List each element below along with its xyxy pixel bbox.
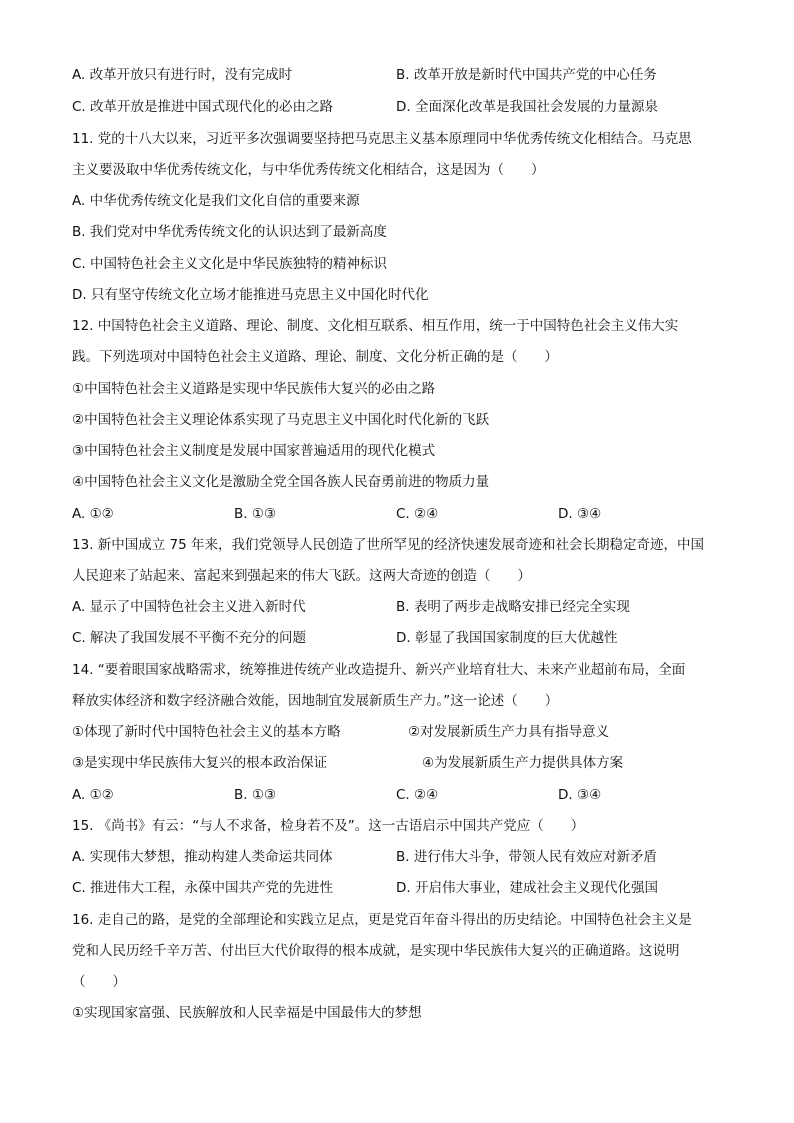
- q15-options-row-2: [72, 877, 732, 899]
- q11-stem-line-2: 主义要汲取中华优秀传统文化，与中华优秀传统文化相结合，这是因为（ ）: [72, 162, 545, 178]
- q14-stem-line-2: 释放实体经济和数字经济融合效能，因地制宜发展新质生产力。”这一论述（ ）: [72, 693, 559, 709]
- q11-option-d: D. 只有坚守传统文化立场才能推进马克思主义中国化时代化: [72, 287, 429, 303]
- q12-item-3: ③中国特色社会主义制度是发展中国家普遍适用的现代化模式: [72, 443, 436, 459]
- q14-items-row-2: [72, 752, 732, 774]
- q13-option-c: C. 解决了我国发展不平衡不充分的问题: [72, 630, 307, 646]
- q11-option-a: A. 中华优秀传统文化是我们文化自信的重要来源: [72, 193, 360, 209]
- q10-option-d: D. 全面深化改革是我国社会发展的力量源泉: [396, 99, 658, 115]
- q15-option-b: B. 进行伟大斗争，带领人民有效应对新矛盾: [396, 849, 657, 865]
- q12-stem-line-2: 践。下列选项对中国特色社会主义道路、理论、制度、文化分析正确的是（ ）: [72, 349, 558, 365]
- q15-option-d: D. 开启伟大事业，建成社会主义现代化强国: [396, 880, 658, 896]
- q14-options-row: [72, 784, 732, 806]
- q13-option-a: A. 显示了中国特色社会主义进入新时代: [72, 599, 306, 615]
- q13-options-row-2: [72, 627, 732, 649]
- q14-option-b: B. ①③: [234, 787, 277, 803]
- q16-stem-line-1: 16. 走自己的路，是党的全部理论和实践立足点，更是党百年奋斗得出的历史结论。中国特色社会主义是: [72, 912, 692, 928]
- q12-stem-line-1: 12. 中国特色社会主义道路、理论、制度、文化相互联系、相互作用，统一于中国特色社会主义伟大实: [72, 318, 679, 334]
- q10-option-c: C. 改革开放是推进中国式现代化的必由之路: [72, 99, 334, 115]
- q13-option-d: D. 彰显了我国国家制度的巨大优越性: [396, 630, 618, 646]
- q12-item-4: ④中国特色社会主义文化是激励全党全国各族人民奋勇前进的物质力量: [72, 474, 490, 490]
- q10-options-row-1: [72, 64, 732, 86]
- q11-option-b: B. 我们党对中华优秀传统文化的认识达到了最新高度: [72, 224, 387, 240]
- q15-stem: 15. 《尚书》有云：“与人不求备，检身若不及”。这一古语启示中国共产党应（ ）: [72, 818, 585, 834]
- q12-option-b: B. ①③: [234, 506, 277, 522]
- q14-item-1: ①体现了新时代中国特色社会主义的基本方略: [72, 724, 341, 740]
- q12-item-1: ①中国特色社会主义道路是实现中华民族伟大复兴的必由之路: [72, 381, 436, 397]
- q14-option-d: D. ③④: [558, 787, 602, 803]
- q16-stem-line-3: （ ）: [72, 974, 126, 990]
- q10-option-b: B. 改革开放是新时代中国共产党的中心任务: [396, 67, 657, 83]
- q15-options-row-1: [72, 846, 732, 868]
- q13-stem-line-2: 人民迎来了站起来、富起来到强起来的伟大飞跃。这两大奇迹的创造（ ）: [72, 568, 531, 584]
- q12-item-2: ②中国特色社会主义理论体系实现了马克思主义中国化时代化新的飞跃: [72, 412, 490, 428]
- q12-options-row: [72, 503, 732, 525]
- q16-item-1: ①实现国家富强、民族解放和人民幸福是中国最伟大的梦想: [72, 1005, 422, 1021]
- q13-stem-line-1: 13. 新中国成立 75 年来，我们党领导人民创造了世所罕见的经济快速发展奇迹和社会长期稳定奇迹，中国: [72, 537, 705, 553]
- q14-option-c: C. ②④: [396, 787, 439, 803]
- q14-option-a: A. ①②: [72, 787, 114, 803]
- q10-option-a: A. 改革开放只有进行时，没有完成时: [72, 67, 293, 83]
- q14-stem-line-1: 14. “要着眼国家战略需求，统筹推进传统产业改造提升、新兴产业培育壮大、未来产业超前布局，全面: [72, 662, 686, 678]
- q14-item-2: ②对发展新质生产力具有指导意义: [408, 724, 610, 740]
- q15-option-a: A. 实现伟大梦想，推动构建人类命运共同体: [72, 849, 333, 865]
- q13-option-b: B. 表明了两步走战略安排已经完全实现: [396, 599, 630, 615]
- q12-option-d: D. ③④: [558, 506, 602, 522]
- q13-options-row-1: [72, 596, 732, 618]
- q11-option-c: C. 中国特色社会主义文化是中华民族独特的精神标识: [72, 256, 388, 272]
- q15-option-c: C. 推进伟大工程，永葆中国共产党的先进性: [72, 880, 334, 896]
- q11-stem-line-1: 11. 党的十八大以来，习近平多次强调要坚持把马克思主义基本原理同中华优秀传统文化相结合。马克思: [72, 131, 692, 147]
- q14-item-4: ④为发展新质生产力提供具体方案: [422, 755, 624, 771]
- q12-option-a: A. ①②: [72, 506, 114, 522]
- q12-option-c: C. ②④: [396, 506, 439, 522]
- q14-items-row-1: [72, 721, 732, 743]
- q14-item-3: ③是实现中华民族伟大复兴的根本政治保证: [72, 755, 328, 771]
- q16-stem-line-2: 党和人民历经千辛万苦、付出巨大代价取得的根本成就，是实现中华民族伟大复兴的正确道路。这说明: [72, 943, 680, 959]
- q10-options-row-2: [72, 96, 732, 118]
